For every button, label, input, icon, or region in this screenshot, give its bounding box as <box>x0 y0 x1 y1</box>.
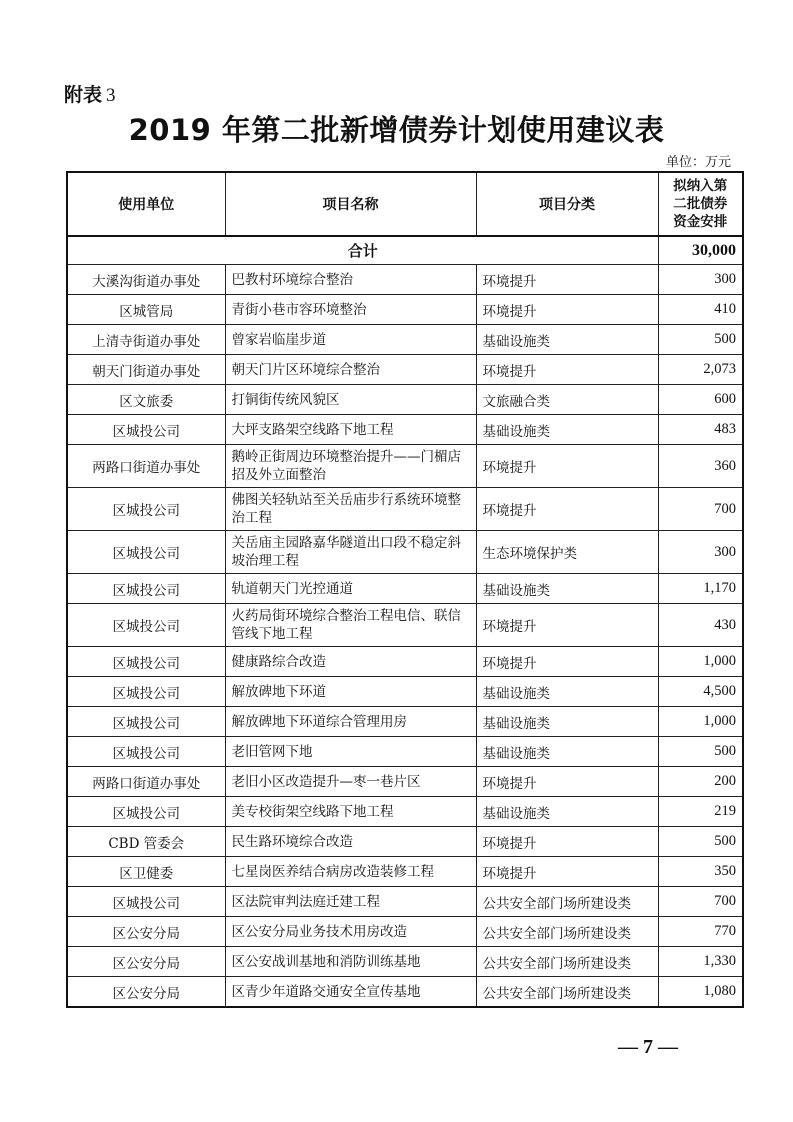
header-amount <box>658 172 743 236</box>
table-header-row <box>67 172 743 236</box>
header-category: 项目分类 <box>476 172 658 236</box>
table-row <box>67 604 743 647</box>
project-name-cell: 区公安战训基地和消防训练基地 <box>225 947 476 977</box>
amount-cell: 500 <box>658 325 743 355</box>
table-row <box>67 887 743 917</box>
unit-cell: 区城管局 <box>67 295 225 325</box>
project-name-cell: 区公安分局业务技术用房改造 <box>225 917 476 947</box>
project-name-cell: 鹅岭正街周边环境整治提升——门楣店招及外立面整治 <box>225 445 476 488</box>
unit-cell: 区城投公司 <box>67 677 225 707</box>
project-name-cell: 佛图关轻轨站至关岳庙步行系统环境整治工程 <box>225 488 476 531</box>
category-cell: 环境提升 <box>476 604 658 647</box>
category-cell: 基础设施类 <box>476 707 658 737</box>
category-cell: 基础设施类 <box>476 797 658 827</box>
category-cell: 基础设施类 <box>476 415 658 445</box>
table-row <box>67 445 743 488</box>
project-name-cell: 民生路环境综合改造 <box>225 827 476 857</box>
amount-cell: 1,000 <box>658 647 743 677</box>
category-cell: 基础设施类 <box>476 325 658 355</box>
amount-cell: 350 <box>658 857 743 887</box>
unit-cell: CBD 管委会 <box>67 827 225 857</box>
unit-cell: 区城投公司 <box>67 707 225 737</box>
total-row <box>67 236 743 265</box>
header-amount-text: 拟纳入第 二批债券 资金安排 <box>673 178 728 230</box>
unit-cell: 区公安分局 <box>67 977 225 1008</box>
category-cell: 文旅融合类 <box>476 385 658 415</box>
unit-cell: 区城投公司 <box>67 887 225 917</box>
table-row <box>67 917 743 947</box>
project-name-cell: 青街小巷市容环境整治 <box>225 295 476 325</box>
table-row <box>67 767 743 797</box>
table-row <box>67 797 743 827</box>
header-unit: 使用单位 <box>67 172 225 236</box>
header-project-name: 项目名称 <box>225 172 476 236</box>
table-row <box>67 265 743 295</box>
total-amount: 30,000 <box>658 236 743 265</box>
table-row <box>67 355 743 385</box>
amount-cell: 300 <box>658 265 743 295</box>
amount-cell: 430 <box>658 604 743 647</box>
total-label: 合计 <box>67 236 658 265</box>
project-name-cell: 健康路综合改造 <box>225 647 476 677</box>
project-name-cell: 朝天门片区环境综合整治 <box>225 355 476 385</box>
table-row <box>67 707 743 737</box>
amount-cell: 410 <box>658 295 743 325</box>
category-cell: 环境提升 <box>476 488 658 531</box>
unit-cell: 上清寺街道办事处 <box>67 325 225 355</box>
appendix-number: 3 <box>106 85 116 106</box>
page-title: 2019 年第二批新增债券计划使用建议表 <box>128 113 665 147</box>
table-row <box>67 531 743 574</box>
category-cell: 基础设施类 <box>476 574 658 604</box>
project-name-cell: 七星岗医养结合病房改造装修工程 <box>225 857 476 887</box>
table-row <box>67 677 743 707</box>
unit-cell: 两路口街道办事处 <box>67 767 225 797</box>
unit-cell: 区城投公司 <box>67 737 225 767</box>
unit-cell: 两路口街道办事处 <box>67 445 225 488</box>
table-row <box>67 827 743 857</box>
unit-cell: 区卫健委 <box>67 857 225 887</box>
project-name-cell: 火药局街环境综合整治工程电信、联信管线下地工程 <box>225 604 476 647</box>
project-name-cell: 轨道朝天门光控通道 <box>225 574 476 604</box>
category-cell: 环境提升 <box>476 445 658 488</box>
category-cell: 环境提升 <box>476 355 658 385</box>
category-cell: 环境提升 <box>476 767 658 797</box>
amount-cell: 4,500 <box>658 677 743 707</box>
table-row <box>67 647 743 677</box>
table-row <box>67 385 743 415</box>
appendix-label <box>64 80 116 107</box>
unit-note: 单位：万元 <box>665 155 731 170</box>
table-row <box>67 295 743 325</box>
table-row <box>67 325 743 355</box>
amount-cell: 1,000 <box>658 707 743 737</box>
category-cell: 公共安全部门场所建设类 <box>476 887 658 917</box>
unit-cell: 区城投公司 <box>67 797 225 827</box>
amount-cell: 1,080 <box>658 977 743 1008</box>
table-row <box>67 574 743 604</box>
table-row <box>67 737 743 767</box>
project-name-cell: 美专校街架空线路下地工程 <box>225 797 476 827</box>
project-name-cell: 区青少年道路交通安全宣传基地 <box>225 977 476 1008</box>
amount-cell: 500 <box>658 737 743 767</box>
amount-cell: 483 <box>658 415 743 445</box>
amount-cell: 1,330 <box>658 947 743 977</box>
unit-cell: 区公安分局 <box>67 947 225 977</box>
bond-plan-table <box>66 171 744 1008</box>
project-name-cell: 打铜街传统风貌区 <box>225 385 476 415</box>
category-cell: 生态环境保护类 <box>476 531 658 574</box>
category-cell: 基础设施类 <box>476 677 658 707</box>
project-name-cell: 巴教村环境综合整治 <box>225 265 476 295</box>
amount-cell: 300 <box>658 531 743 574</box>
project-name-cell: 解放碑地下环道 <box>225 677 476 707</box>
amount-cell: 360 <box>658 445 743 488</box>
amount-cell: 500 <box>658 827 743 857</box>
project-name-cell: 曾家岩临崖步道 <box>225 325 476 355</box>
amount-cell: 1,170 <box>658 574 743 604</box>
category-cell: 环境提升 <box>476 265 658 295</box>
table-row <box>67 415 743 445</box>
page-number: — 7 — <box>618 1036 678 1058</box>
unit-cell: 区城投公司 <box>67 574 225 604</box>
unit-cell: 区城投公司 <box>67 488 225 531</box>
appendix-text: 附表 <box>64 84 103 106</box>
category-cell: 公共安全部门场所建设类 <box>476 917 658 947</box>
project-name-cell: 关岳庙主园路嘉华隧道出口段不稳定斜坡治理工程 <box>225 531 476 574</box>
table-row <box>67 977 743 1008</box>
amount-cell: 700 <box>658 488 743 531</box>
unit-cell: 区城投公司 <box>67 604 225 647</box>
category-cell: 环境提升 <box>476 295 658 325</box>
unit-cell: 区城投公司 <box>67 531 225 574</box>
amount-cell: 770 <box>658 917 743 947</box>
category-cell: 环境提升 <box>476 857 658 887</box>
table-row <box>67 488 743 531</box>
amount-cell: 2,073 <box>658 355 743 385</box>
amount-cell: 200 <box>658 767 743 797</box>
unit-cell: 朝天门街道办事处 <box>67 355 225 385</box>
project-name-cell: 大坪支路架空线路下地工程 <box>225 415 476 445</box>
category-cell: 公共安全部门场所建设类 <box>476 977 658 1008</box>
unit-cell: 区城投公司 <box>67 647 225 677</box>
unit-cell: 区城投公司 <box>67 415 225 445</box>
project-name-cell: 老旧小区改造提升—枣一巷片区 <box>225 767 476 797</box>
category-cell: 环境提升 <box>476 647 658 677</box>
amount-cell: 700 <box>658 887 743 917</box>
category-cell: 基础设施类 <box>476 737 658 767</box>
unit-cell: 区文旅委 <box>67 385 225 415</box>
amount-cell: 219 <box>658 797 743 827</box>
unit-cell: 大溪沟街道办事处 <box>67 265 225 295</box>
project-name-cell: 老旧管网下地 <box>225 737 476 767</box>
category-cell: 公共安全部门场所建设类 <box>476 947 658 977</box>
amount-cell: 600 <box>658 385 743 415</box>
project-name-cell: 解放碑地下环道综合管理用房 <box>225 707 476 737</box>
project-name-cell: 区法院审判法庭迁建工程 <box>225 887 476 917</box>
table-row <box>67 857 743 887</box>
category-cell: 环境提升 <box>476 827 658 857</box>
unit-cell: 区公安分局 <box>67 917 225 947</box>
table-row <box>67 947 743 977</box>
